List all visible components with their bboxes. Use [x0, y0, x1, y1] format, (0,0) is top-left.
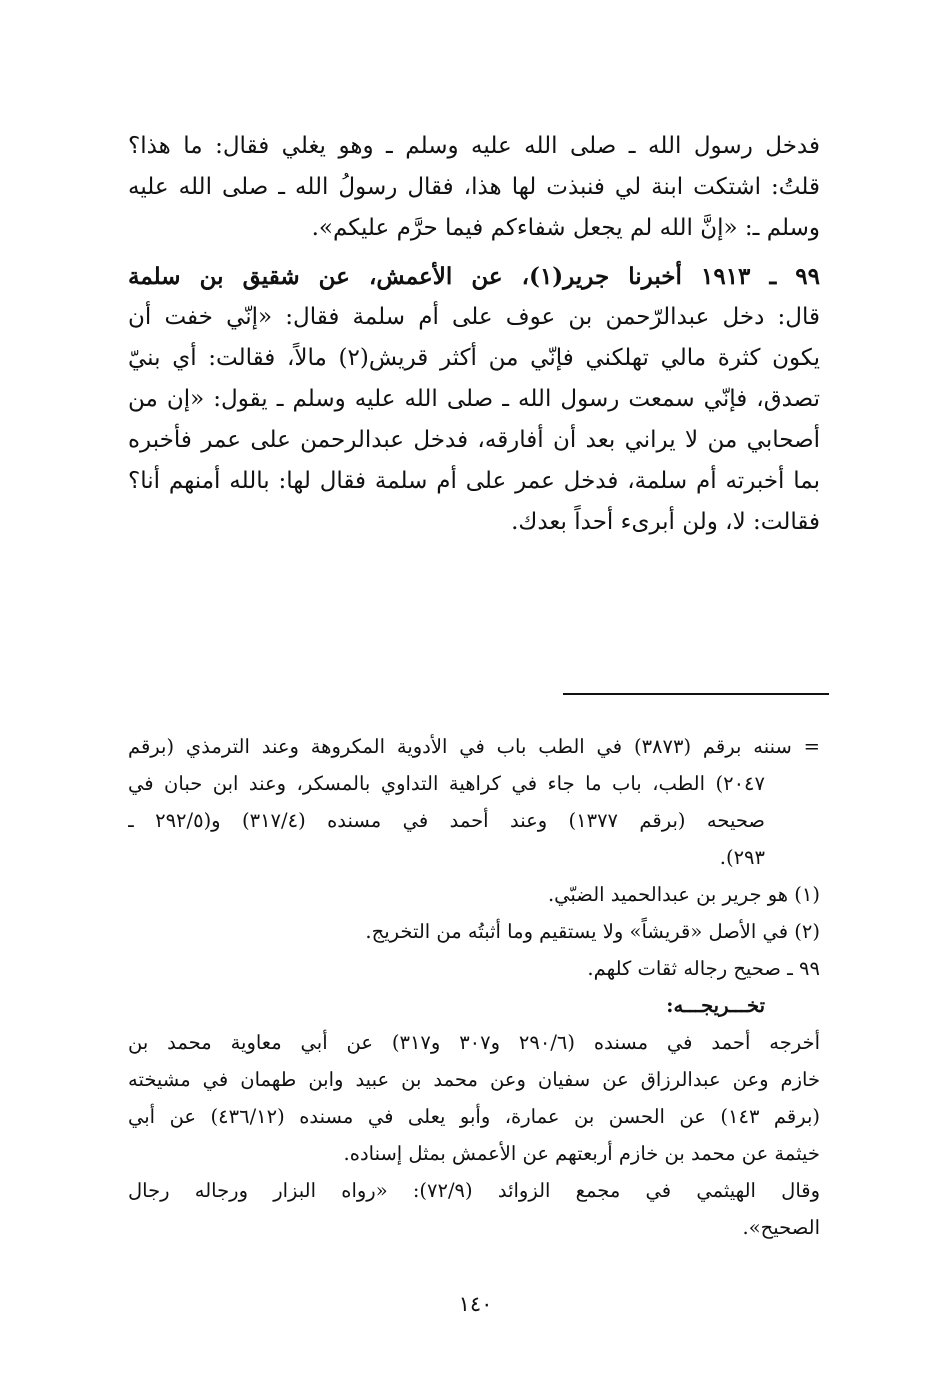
takhrij-line: (برقم ١٤٣) عن الحسن بن عمارة، وأبو يعلى في مسنده (٤٣٦/١٢) عن أبي [128, 1105, 820, 1128]
footnote-2: (٢) في الأصل «قريشاً» ولا يستقيم وما أثبتُه من التخريج. [365, 920, 820, 943]
footnote-line: ٢٠٤٧) الطب، باب ما جاء في كراهية التداوي بالمسكر، وعند ابن حبان في [128, 772, 765, 795]
text-line: يكون كثرة مالي تهلكني فإنّي من أكثر قريش(٢) مالاً، فقالت: أي بنيّ [128, 345, 820, 371]
haythami-line: وقال الهيثمي في مجمع الزوائد (٧٢/٩): «رواه البزار ورجاله رجال [128, 1179, 820, 1202]
text-line: تصدق، فإنّي سمعت رسول الله ـ صلى الله عليه وسلم ـ يقول: «إن من [128, 386, 820, 412]
footnote-1: (١) هو جرير بن عبدالحميد الضبّي. [547, 883, 820, 906]
footnote-99: ٩٩ ـ صحيح رجاله ثقات كلهم. [587, 957, 820, 980]
footnote-line: ٢٩٣). [719, 846, 765, 869]
footnote-separator [563, 693, 829, 695]
text-line: فقالت: لا، ولن أبرىء أحداً بعدك. [511, 509, 820, 535]
page-number: ١٤٠ [458, 1292, 493, 1316]
paragraph-1 [128, 126, 820, 249]
text-line: قال: دخل عبدالرّحمن بن عوف على أم سلمة فقال: «إنّي خفت أن [128, 304, 820, 330]
text-line: فدخل رسول الله ـ صلى الله عليه وسلم ـ وهو يغلي فقال: ما هذا؟ [128, 133, 820, 159]
takhrij-line: خازم وعن عبدالرزاق عن سفيان وعن محمد بن عبيد وابن طهمان في مشيخته [128, 1068, 820, 1091]
main-text [128, 126, 820, 543]
takhrij-line: أخرجه أحمد في مسنده (٢٩٠/٦ و٣٠٧ و٣١٧) عن أبي معاوية محمد بن [128, 1031, 820, 1054]
text-line: بما أخبرته أم سلمة، فدخل عمر على أم سلمة فقال لها: بالله أمنهم أنا؟ [128, 468, 820, 494]
hadith-heading-line: ٩٩ ـ ١٩١٣ أخبرنا جرير(١)، عن الأعمش، عن شقيق بن سلمة [128, 263, 820, 290]
takhrij-heading: تخـــريجـــه: [666, 994, 765, 1017]
hadith-paragraph [128, 256, 820, 543]
text-line: وسلم ـ: «إنَّ الله لم يجعل شفاءكم فيما حرَّم عليكم». [311, 215, 820, 241]
footnotes [128, 728, 820, 1246]
takhrij-line: خيثمة عن محمد بن خازم أربعتهم عن الأعمش بمثل إسناده. [343, 1142, 820, 1165]
text-line: قلتُ: اشتكت ابنة لي فنبذت لها هذا، فقال رسولُ الله ـ صلى الله عليه [128, 174, 820, 200]
footnote-line: صحيحه (برقم ١٣٧٧) وعند أحمد في مسنده (٣١٧/٤) و(٢٩٢/٥ ـ [128, 809, 765, 832]
haythami-line: الصحيح». [742, 1216, 820, 1239]
footnote-line: = سننه برقم (٣٨٧٣) في الطب باب في الأدوية المكروهة وعند الترمذي (برقم [128, 735, 820, 758]
text-line: أصحابي من لا يراني بعد أن أفارقه، فدخل عبدالرحمن على عمر فأخبره [128, 427, 820, 453]
